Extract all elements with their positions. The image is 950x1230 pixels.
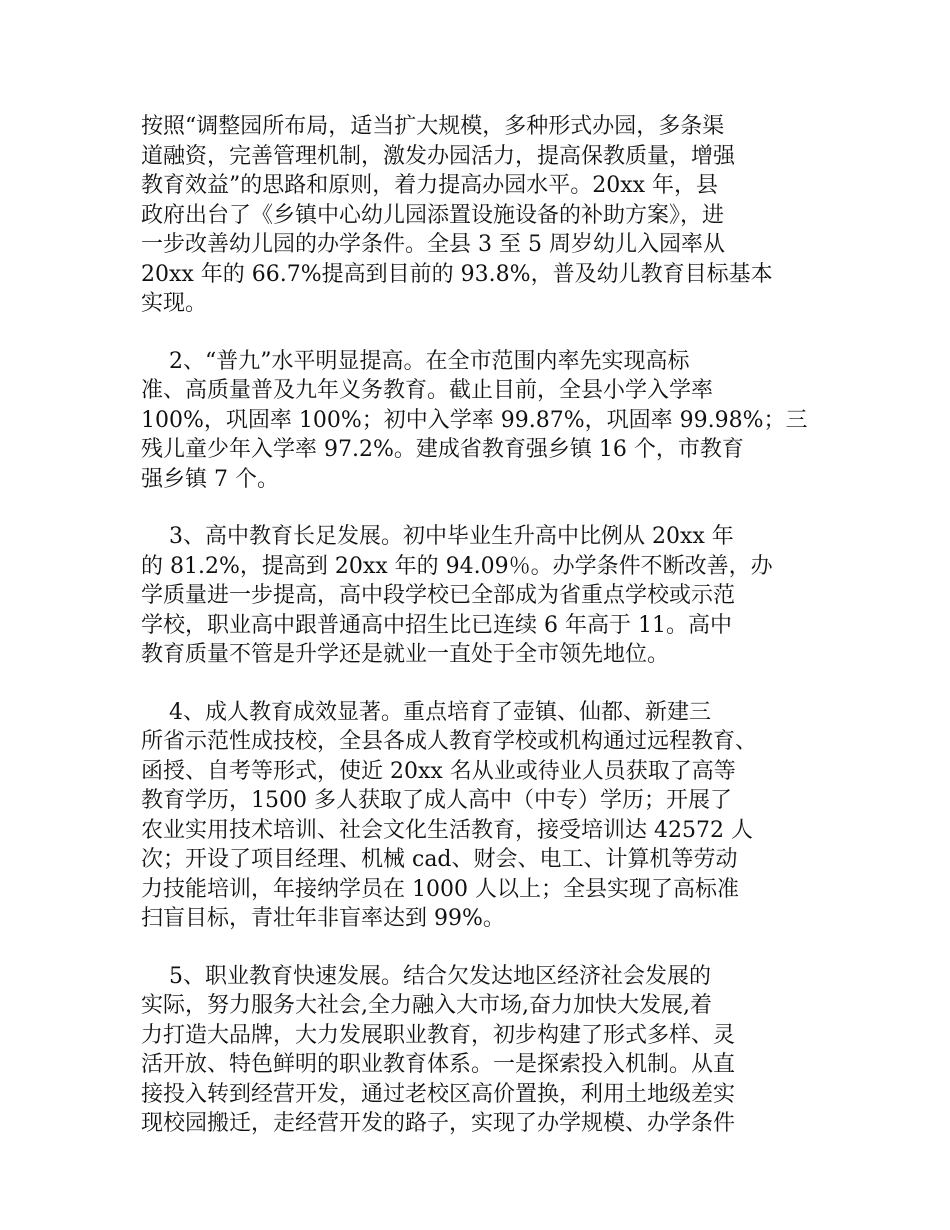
- text-line: 按照“调整园所布局，适当扩大规模，多种形式办园，多条渠: [141, 114, 725, 139]
- text-line: 力打造大品牌，大力发展职业教育，初步构建了形式多样、灵: [141, 1022, 736, 1048]
- text-line: 农业实用技术培训、社会文化生活教育，接受培训达 42572 人: [141, 817, 753, 843]
- text-line: 3、高中教育长足发展。初中毕业生升高中比例从 20xx 年: [141, 524, 734, 549]
- text-line: 学质量进一步提高，高中段学校已全部成为省重点学校或示范: [141, 583, 736, 608]
- text-line: 教育效益”的思路和原则，着力提高办园水平。20xx 年，县: [141, 173, 719, 198]
- paragraph-4: [141, 698, 821, 934]
- text-line: 4、成人教育成效显著。重点培育了壶镇、仙都、新建三: [141, 699, 711, 725]
- text-line: 力技能培训，年接纳学员在 1000 人以上；全县实现了高标准: [141, 876, 739, 902]
- text-line: 政府出台了《乡镇中心幼儿园添置设施设备的补助方案》，进: [141, 202, 725, 228]
- text-line: 函授、自考等形式，使近 20xx 名从业或待业人员获取了高等: [141, 758, 736, 784]
- text-line: 教育质量不管是升学还是就业一直处于全市领先地位。: [141, 642, 670, 667]
- text-line: 强乡镇 7 个。: [141, 466, 279, 492]
- document-body: [141, 112, 821, 1167]
- text-line: 扫盲目标，青壮年非盲率达到 99%。: [141, 906, 505, 931]
- text-line: 准、高质量普及九年义务教育。截止目前，全县小学入学率: [141, 378, 714, 403]
- text-line: 接投入转到经营开发，通过老校区高价置换，利用土地级差实: [141, 1081, 736, 1107]
- text-line: 实现。: [141, 291, 208, 316]
- text-line: 一步改善幼儿园的办学条件。全县 3 至 5 周岁幼儿入园率从: [141, 232, 725, 257]
- text-line: 的 81.2%，提高到 20xx 年的 94.09％。办学条件不断改善，办: [141, 553, 773, 579]
- text-line: 次；开设了项目经理、机械 cad、财会、电工、计算机等劳动: [141, 847, 738, 872]
- text-line: 100%，巩固率 100%；初中入学率 99.87%，巩固率 99.98%；三: [141, 407, 808, 433]
- paragraph-3: [141, 522, 821, 670]
- paragraph-2: [141, 347, 821, 495]
- text-line: 20xx 年的 66.7%提高到目前的 93.8%，普及幼儿教育目标基本: [141, 261, 773, 287]
- paragraph-1: [141, 112, 821, 319]
- text-line: 5、职业教育快速发展。结合欠发达地区经济社会发展的: [141, 963, 711, 989]
- text-line: 活开放、特色鲜明的职业教育体系。一是探索投入机制。从直: [141, 1052, 736, 1077]
- text-line: 所省示范性成技校，全县各成人教育学校或机构通过远程教育、: [141, 729, 758, 754]
- text-line: 现校园搬迁，走经营开发的路子，实现了办学规模、办学条件: [141, 1111, 736, 1136]
- text-line: 学校，职业高中跟普通高中招生比已连续 6 年高于 11。高中: [141, 612, 732, 638]
- text-line: 残儿童少年入学率 97.2%。建成省教育强乡镇 16 个，市教育: [141, 437, 744, 462]
- text-line: 道融资，完善管理机制，激发办园活力，提高保教质量，增强: [141, 143, 736, 169]
- paragraph-5: [141, 962, 821, 1139]
- text-line: 实际，努力服务大社会,全力融入大市场,奋力加快大发展,着: [141, 993, 712, 1018]
- text-line: 2、“普九”水平明显提高。在全市范围内率先实现高标: [141, 348, 690, 374]
- text-line: 教育学历，1500 多人获取了成人高中（中专）学历；开展了: [141, 788, 732, 813]
